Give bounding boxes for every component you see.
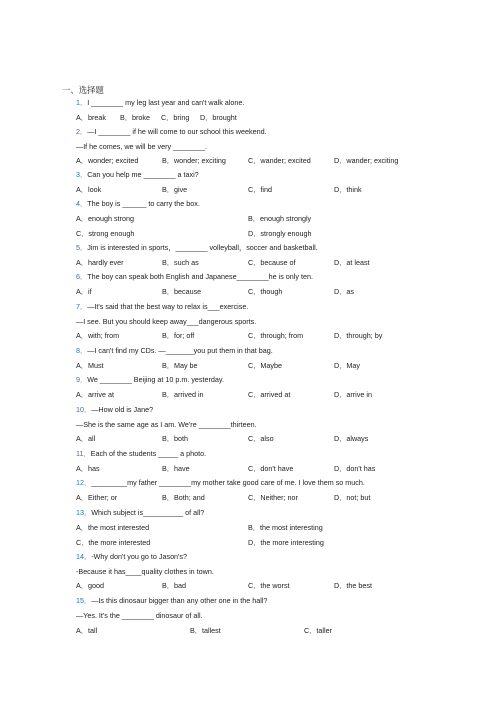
question-number: 7． [76, 302, 88, 311]
option-a[interactable]: A．all [76, 434, 96, 443]
option-b[interactable]: B．such as [162, 258, 199, 267]
question-number: 3． [76, 170, 88, 179]
question-text: —I can't find my CDs. —_______you put them in that bag. [87, 346, 273, 355]
option-b[interactable]: B．broke [120, 113, 150, 122]
question-number: 14． [76, 552, 92, 561]
option-b[interactable]: B．Both; and [162, 493, 205, 502]
option-b[interactable]: B．enough strongly [248, 214, 312, 223]
option-c[interactable]: C．strong enough [76, 229, 135, 238]
option-c[interactable]: C．don't have [248, 464, 294, 473]
option-b[interactable]: B．give [162, 185, 188, 194]
question-3 [76, 170, 199, 180]
question-text: I ________ my leg last year and can't walk alone. [87, 98, 245, 107]
option-c[interactable]: C．find [248, 185, 272, 194]
option-c[interactable]: C．Neither; nor [248, 493, 298, 502]
option-c[interactable]: C．also [248, 434, 274, 443]
question-15 [76, 596, 267, 606]
question-number: 10． [76, 405, 92, 414]
option-c[interactable]: C．bring [161, 113, 190, 122]
question-number: 9． [76, 375, 88, 384]
question-5 [76, 243, 318, 253]
question-7 [76, 302, 248, 312]
option-a[interactable]: A．arrive at [76, 390, 114, 399]
question-text: We ________ Beijing at 10 p.m. yesterday. [87, 375, 224, 384]
question-1 [76, 98, 244, 108]
question-extra-line: —Yes. It's the ________ dinosaur of all. [76, 611, 203, 620]
option-b[interactable]: B．because [162, 287, 202, 296]
option-c[interactable]: C．Maybe [248, 361, 282, 370]
option-b[interactable]: B．tallest [190, 626, 221, 635]
question-text: —I ________ if he will come to our school this weekend. [87, 127, 267, 136]
question-6 [76, 272, 313, 282]
option-a[interactable]: A．the most interested [76, 523, 150, 532]
question-extra-line: —If he comes, we will be very ________. [76, 142, 208, 151]
question-number: 13． [76, 508, 92, 517]
option-c[interactable]: C．arrived at [248, 390, 291, 399]
option-b[interactable]: B．wonder; exciting [162, 156, 226, 165]
option-a[interactable]: A．look [76, 185, 102, 194]
question-text: -Why don't you go to Jason's? [91, 552, 188, 561]
option-d[interactable]: D．don't has [334, 464, 376, 473]
question-extra-line: —She is the same age as I am. We're ________thirteen. [76, 420, 257, 429]
question-4 [76, 199, 200, 209]
question-text: _________my father ________my mother take good care of me. I love them so much. [91, 478, 365, 487]
option-b[interactable]: B．bad [162, 581, 186, 590]
option-a[interactable]: A．if [76, 287, 92, 296]
option-b[interactable]: B．both [162, 434, 188, 443]
option-c[interactable]: C．wander; excited [248, 156, 311, 165]
option-d[interactable]: D．strongly enough [248, 229, 312, 238]
option-a[interactable]: A．hardly ever [76, 258, 124, 267]
question-text: The boy can speak both English and Japanese________he is only ten. [87, 272, 313, 281]
option-a[interactable]: A．with; from [76, 331, 120, 340]
option-a[interactable]: A．break [76, 113, 106, 122]
option-c[interactable]: C．the more interested [76, 538, 151, 547]
question-text: —It's said that the best way to relax is___exercise. [87, 302, 249, 311]
question-number: 4． [76, 199, 88, 208]
option-a[interactable]: A．wonder; excited [76, 156, 139, 165]
question-11 [76, 449, 206, 459]
question-12 [76, 478, 365, 488]
question-13 [76, 508, 204, 518]
option-d[interactable]: D．May [334, 361, 360, 370]
question-10 [76, 405, 153, 415]
question-extra-line: —I see. But you should keep away___dangerous sports. [76, 317, 257, 326]
question-text: Which subject is__________ of all? [91, 508, 205, 517]
option-b[interactable]: B．for; off [162, 331, 195, 340]
question-number: 11． [76, 449, 91, 458]
question-number: 12． [76, 478, 92, 487]
option-c[interactable]: C．though [248, 287, 283, 296]
question-text: —Is this dinosaur bigger than any other one in the hall? [91, 596, 268, 605]
option-c[interactable]: C．the worst [248, 581, 290, 590]
question-text: Each of the students _____ a photo. [90, 449, 207, 458]
option-a[interactable]: A．enough strong [76, 214, 134, 223]
option-d[interactable]: D．arrive in [334, 390, 372, 399]
option-d[interactable]: D．wander; exciting [334, 156, 399, 165]
section-title: 一、选择题 [62, 85, 104, 95]
option-b[interactable]: B．arrived in [162, 390, 204, 399]
option-a[interactable]: A．has [76, 464, 100, 473]
question-text: —How old is Jane? [91, 405, 154, 414]
question-number: 2． [76, 127, 88, 136]
question-number: 6． [76, 272, 88, 281]
question-2 [76, 127, 267, 137]
option-d[interactable]: D．through; by [334, 331, 383, 340]
option-d[interactable]: D．think [334, 185, 362, 194]
question-number: 15． [76, 596, 92, 605]
option-b[interactable]: B．have [162, 464, 190, 473]
question-14 [76, 552, 187, 562]
question-9 [76, 375, 224, 385]
option-b[interactable]: B．May be [162, 361, 198, 370]
question-number: 1． [76, 98, 88, 107]
option-a[interactable]: A．Either; or [76, 493, 118, 502]
option-c[interactable]: C．taller [304, 626, 332, 635]
question-extra-line: -Because it has____quality clothes in town. [76, 567, 214, 576]
question-number: 8． [76, 346, 88, 355]
option-d[interactable]: D．as [334, 287, 354, 296]
option-d[interactable]: D．not; but [334, 493, 371, 502]
option-c[interactable]: C．through; from [248, 331, 304, 340]
option-a[interactable]: A．Must [76, 361, 104, 370]
option-d[interactable]: D．the best [334, 581, 372, 590]
option-c[interactable]: C．because of [248, 258, 296, 267]
option-a[interactable]: A．tall [76, 626, 98, 635]
option-d[interactable]: D．brought [200, 113, 237, 122]
option-d[interactable]: D．at least [334, 258, 370, 267]
question-text: Jim is interested in sports，________ volleyball，soccer and basketball. [87, 243, 318, 252]
question-8 [76, 346, 273, 356]
option-a[interactable]: A．good [76, 581, 104, 590]
option-b[interactable]: B．the most interesting [248, 523, 323, 532]
question-text: The boy is ______ to carry the box. [87, 199, 200, 208]
question-text: Can you help me ________ a taxi? [87, 170, 199, 179]
option-d[interactable]: D．the more interesting [248, 538, 324, 547]
option-d[interactable]: D．always [334, 434, 369, 443]
question-number: 5． [76, 243, 88, 252]
